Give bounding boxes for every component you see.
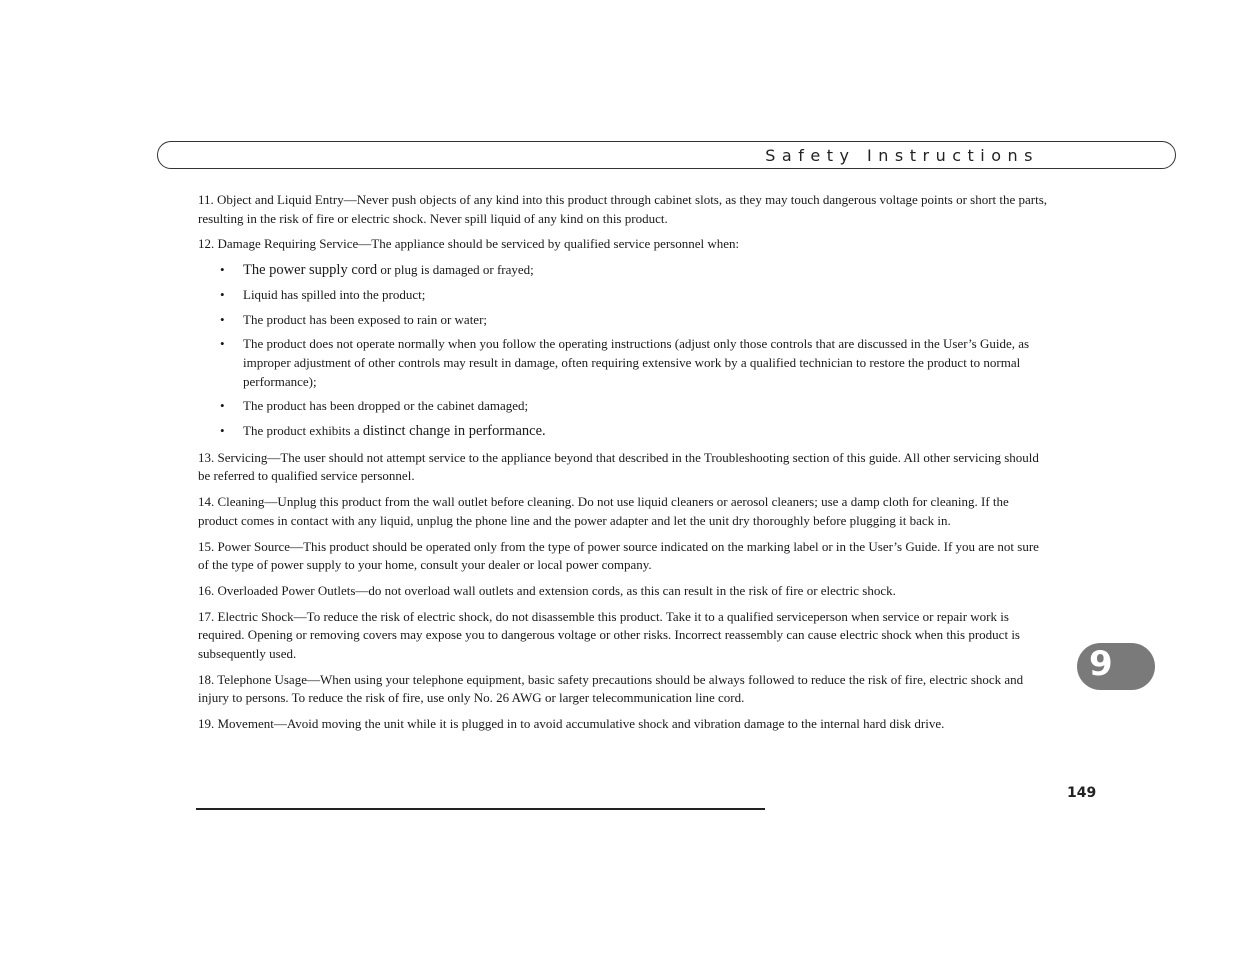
service-conditions-list bbox=[198, 261, 1048, 441]
page-header-title: Safety Instructions bbox=[765, 146, 1039, 165]
chapter-number: 9 bbox=[1089, 644, 1113, 684]
bullet-icon: • bbox=[220, 262, 225, 278]
list-item-text: or plug is damaged or frayed; bbox=[377, 262, 534, 278]
bullet-icon: • bbox=[220, 398, 225, 414]
list-item-text: The product does not operate normally when you follow the operating instructions (adjust only those controls that are discussed in the User’s Guide, as improper adjustment of other controls may result in damage, often requiring extensive work by a qualified technician to restore the product to normal performance); bbox=[243, 336, 1030, 389]
chapter-tab bbox=[1077, 643, 1155, 690]
safety-content bbox=[198, 191, 1048, 741]
bullet-icon: • bbox=[220, 286, 225, 302]
item-13: 13. Servicing—The user should not attempt service to the appliance beyond that described in the Troubleshooting section of this guide. All other servicing should be referred to qualified service personnel. bbox=[198, 449, 1039, 484]
list-item-text: The product has been exposed to rain or water; bbox=[243, 311, 488, 327]
bullet-icon: • bbox=[220, 423, 225, 439]
item-14: 14. Cleaning—Unplug this product from the wall outlet before cleaning. Do not use liquid cleaners or aerosol cleaners; use a damp cloth for cleaning. If the product comes in contact with any liquid, unplug the phone line and the power adapter and let the unit dry thoroughly before plugging it back in. bbox=[198, 494, 1009, 528]
list-item bbox=[198, 422, 1048, 441]
page-number: 149 bbox=[1067, 785, 1097, 801]
list-item-text: The product exhibits a bbox=[243, 423, 363, 439]
list-item-text: The product has been dropped or the cabinet damaged; bbox=[243, 398, 529, 414]
list-item bbox=[198, 311, 1048, 330]
bullet-icon: • bbox=[220, 311, 225, 327]
list-item-text: distinct change in performance. bbox=[362, 423, 546, 440]
item-15: 15. Power Source—This product should be operated only from the type of power source indicated on the marking label or in the User’s Guide. If you are not sure of the type of power supply to your home, consult your dealer or local power company. bbox=[198, 538, 1039, 573]
item-12: 12. Damage Requiring Service—The appliance should be serviced by qualified service personnel when: bbox=[198, 236, 740, 252]
list-item-text: The power supply cord bbox=[243, 262, 378, 279]
list-item bbox=[198, 335, 1048, 391]
item-16: 16. Overloaded Power Outlets—do not overload wall outlets and extension cords, as this can result in the risk of fire or electric shock. bbox=[198, 582, 896, 598]
bullet-icon: • bbox=[220, 336, 225, 352]
list-item bbox=[198, 286, 1048, 305]
header-bar bbox=[157, 141, 1176, 169]
item-11: 11. Object and Liquid Entry—Never push objects of any kind into this product through cabinet slots, as they may touch dangerous voltage points or short the parts, resulting in the risk of fire or electric shock. Never spill liquid of any kind on this product. bbox=[198, 192, 1048, 226]
item-19: 19. Movement—Avoid moving the unit while it is plugged in to avoid accumulative shock and vibration damage to the internal hard disk drive. bbox=[198, 716, 945, 732]
item-17: 17. Electric Shock—To reduce the risk of electric shock, do not disassemble this product. Take it to a qualified serviceperson when service or repair work is required. Opening or removing covers may expose you to dangerous voltage or other risks. Incorrect reassembly can cause electric shock when this product is subsequently used. bbox=[198, 608, 1020, 662]
item-18: 18. Telephone Usage—When using your telephone equipment, basic safety precautions should be always followed to reduce the risk of fire, electric shock and injury to persons. To reduce the risk of fire, use only No. 26 AWG or larger telecommunication line cord. bbox=[198, 671, 1024, 706]
list-item-text: Liquid has spilled into the product; bbox=[243, 286, 426, 302]
list-item bbox=[198, 261, 1048, 280]
list-item bbox=[198, 397, 1048, 416]
footer-divider bbox=[196, 808, 765, 810]
